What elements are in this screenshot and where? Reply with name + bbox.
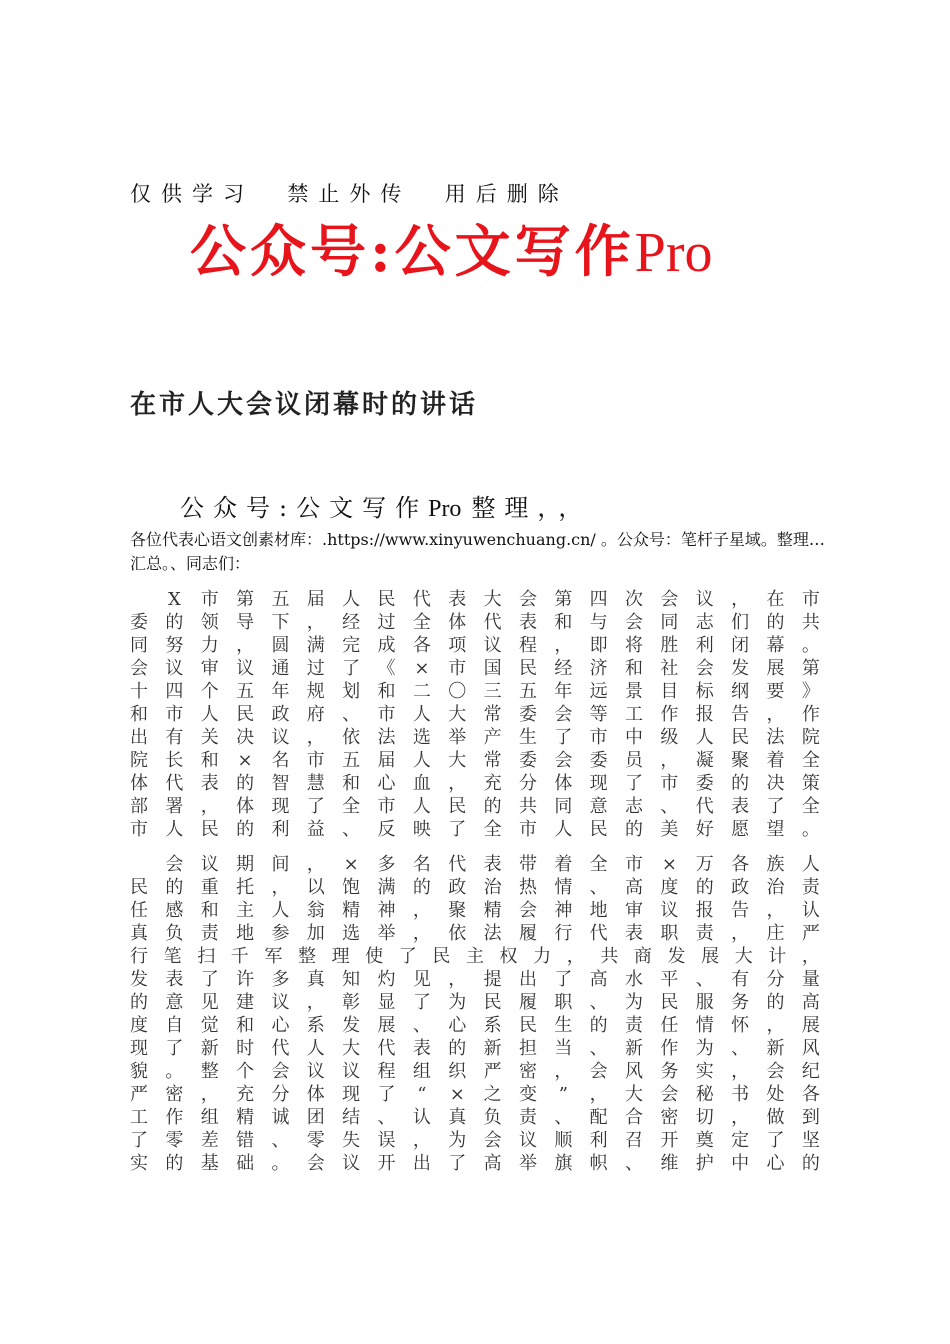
- paragraph-line: 现 了 新 时 代 人 大 代 表 的 新 担 当 、 新 作 为 、 新 风: [130, 1038, 820, 1059]
- paragraph-line: 任 感 和 主 人 翁 精 神 ， 聚 精 会 神 地 审 议 报 告 ， 认: [130, 900, 820, 921]
- usage-notice: 仅供学习 禁止外传 用后删除: [130, 182, 569, 206]
- paragraph-line: 貌 。 整 个 会 议 议 程 组 织 严 密 ， 会 风 务 实 ， 会 纪: [130, 1061, 820, 1082]
- paragraph-line: 会 议 期 间 ， × 多 名 代 表 带 着 全 市 × 万 各 族 人: [165, 854, 820, 875]
- paragraph-1: [130, 588, 820, 841]
- subhead-part2: 整理，，: [471, 494, 592, 522]
- paragraph-line: 会 议 审 议 通 过 了 《 × 市 国 民 经 济 和 社 会 发 展 第: [130, 658, 820, 679]
- paragraph-line: 十 四 个 五 年 规 划 和 二 〇 三 五 年 远 景 目 标 纲 要 》: [130, 681, 820, 702]
- brand-banner: [190, 219, 713, 285]
- paragraph-line: 严 密 ， 充 分 体 现 了 “ × 之 变 ” ， 大 会 秘 书 处 各: [130, 1084, 820, 1105]
- paragraph-line: 真 负 责 地 参 加 选 举 ， 依 法 履 行 代 表 职 责 ， 庄 严: [130, 923, 820, 944]
- paragraph-line: 的 意 见 建 议 ， 彰 显 了 为 民 履 职 、 为 民 服 务 的 高: [130, 992, 820, 1013]
- brand-latin: Pro: [634, 222, 713, 284]
- subhead-latin: Pro: [428, 496, 462, 522]
- paragraph-line: 实 的 基 础 。 会 议 开 出 了 高 举 旗 帜 、 维 护 中 心 的: [130, 1153, 820, 1174]
- document-title: 在市人大会议闭幕时的讲话: [130, 390, 479, 420]
- paragraph-line: 市 人 民 的 利 益 、 反 映 了 全 市 人 民 的 美 好 愿 望 。: [130, 819, 820, 840]
- subhead-part1: 公众号:公文写作: [180, 494, 429, 522]
- paragraph-line: 民 的 重 托 ， 以 饱 满 的 政 治 热 情 、 高 度 的 政 治 责: [130, 877, 820, 898]
- paragraph-line: 和 市 人 民 政 府 、 市 人 大 常 委 会 等 工 作 报 告 ， 作: [130, 704, 820, 725]
- paragraph-line: 度 自 觉 和 心 系 发 展 、 心 系 民 生 的 责 任 情 怀 ， 展: [130, 1015, 820, 1036]
- paragraph-line: 委 的 领 导 下 ， 经 过 全 体 代 表 和 与 会 同 志 们 的 共: [130, 612, 820, 633]
- paragraph-line: 出 有 关 决 议 ， 依 法 选 举 产 生 了 市 中 级 人 民 法 院: [130, 727, 820, 748]
- paragraph-line: 同 努 力 ， 圆 满 完 成 各 项 议 程 ， 即 将 胜 利 闭 幕 。: [130, 635, 820, 656]
- brand-cjk: 公众号:公文写作: [190, 219, 635, 285]
- paragraph-line: 部 署 ， 体 现 了 全 市 人 民 的 共 同 意 志 、 代 表 了 全: [130, 796, 820, 817]
- paragraph-line: 体 代 表 的 智 慧 和 心 血 ， 充 分 体 现 了 市 委 的 决 策: [130, 773, 820, 794]
- paragraph-line: 院 长 和 × 名 市 五 届 人 大 常 委 会 委 员 ， 凝 聚 着 全: [130, 750, 820, 771]
- source-subhead: [180, 488, 591, 523]
- paragraph-line: 发 表 了 许 多 真 知 灼 见 ， 提 出 了 高 水 平 、 有 分 量: [130, 969, 820, 990]
- paragraph-line: 了 零 差 错 、 零 失 误 ， 为 会 议 顺 利 召 开 奠 定 了 坚: [130, 1130, 820, 1151]
- paragraph-line: 工 作 组 精 诚 团 结 、 认 真 负 责 、 配 合 密 切 ， 做 到: [130, 1107, 820, 1128]
- paragraph-2: [130, 853, 820, 1175]
- paragraph-line: X 市 第 五 届 人 民 代 表 大 会 第 四 次 会 议 ， 在 市: [167, 589, 820, 610]
- paragraph-line: 行 笔 扫 千 军 整 理 使 了 民 主 权 力 ， 共 商 发 展 大 计 ，: [130, 946, 820, 967]
- intro-line: 各位代表心语文创素材库：.https://www.xinyuwenchuang.cn/ 。公众号：笔杆子星域。整理…汇总。、同志们：: [130, 530, 825, 573]
